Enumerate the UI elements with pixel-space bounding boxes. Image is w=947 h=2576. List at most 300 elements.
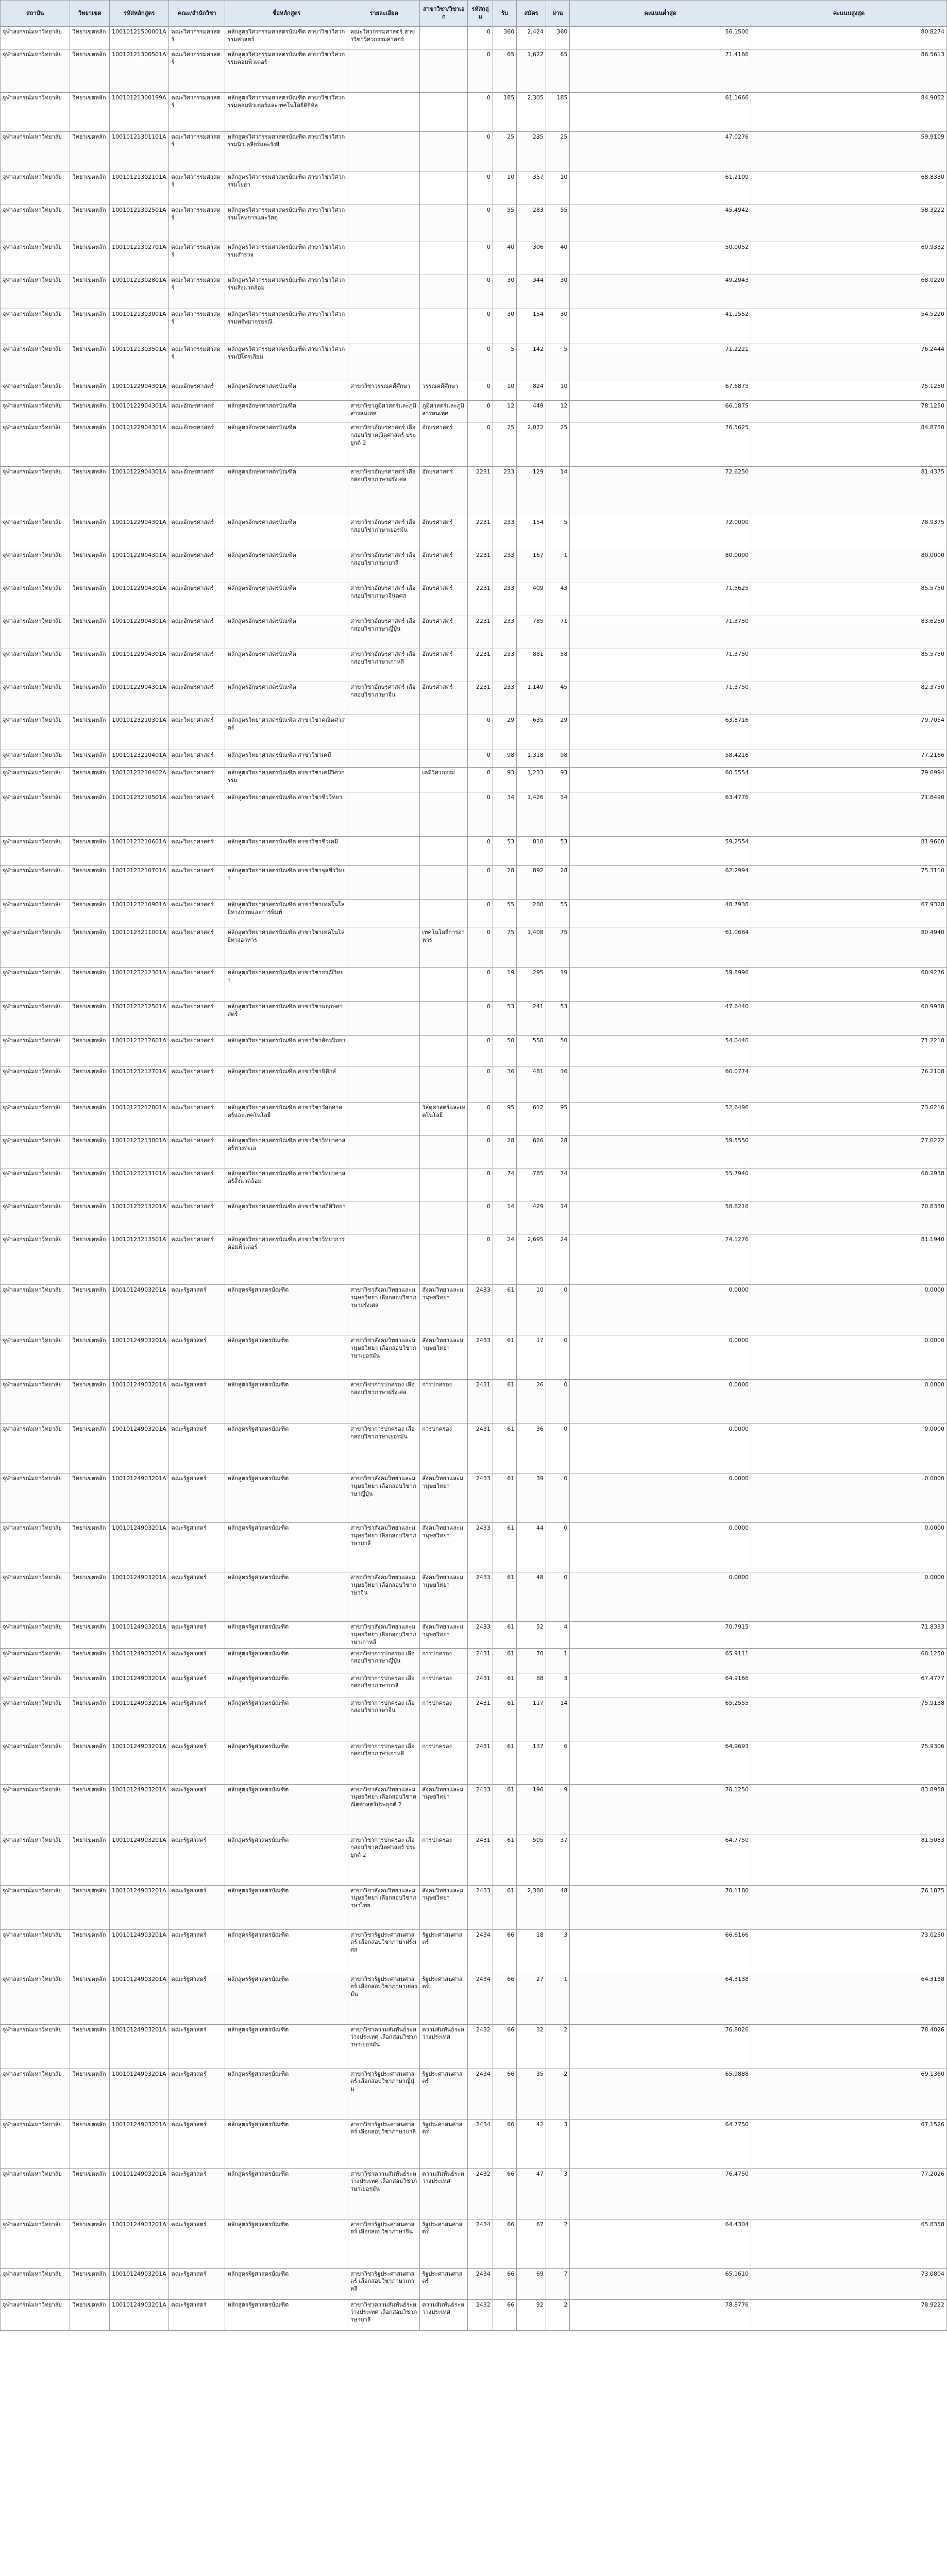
table-cell: วิทยาเขตหลัก (70, 550, 110, 583)
table-row (1, 715, 947, 750)
table-cell: 0 (468, 93, 493, 132)
table-cell: 10010124903201A (110, 1673, 169, 1698)
table-cell: 2,424 (517, 27, 546, 49)
table-cell: จุฬาลงกรณ์มหาวิทยาลัย (1, 968, 70, 1002)
table-cell: เคมีวิศวกรรม (420, 768, 468, 792)
table-cell: จุฬาลงกรณ์มหาวิทยาลัย (1, 1473, 70, 1523)
table-cell: หลักสูตรวิทยาศาสตรบัณฑิต สาขาวิชาวิทยาศาสตร์ทางทะเล (225, 1136, 348, 1168)
table-cell: คณะรัฐศาสตร์ (169, 1424, 225, 1473)
table-cell: สาขาวิชาอักษรศาสตร์ เลือกสอบวิชาภาษาเกาหลี (348, 649, 419, 682)
table-cell: 0 (468, 1103, 493, 1136)
table-cell: หลักสูตรรัฐศาสตรบัณฑิต (225, 1424, 348, 1473)
table-row (1, 1234, 947, 1285)
table-cell: หลักสูตรวิศวกรรมศาสตรบัณฑิต สาขาวิชาวิศวกรรมนิวเคลียร์และรังสี (225, 132, 348, 172)
column-header: วิทยาเขต (70, 1, 110, 27)
table-cell: หลักสูตรวิศวกรรมศาสตรบัณฑิต สาขาวิชาวิศวกรรมโลหการและวัสดุ (225, 205, 348, 242)
table-cell: 10010124903201A (110, 1974, 169, 2024)
table-cell: 12 (493, 401, 516, 422)
table-cell: 0.0000 (751, 1523, 946, 1572)
table-cell: สาขาวิชาสังคมวิทยาและมานุษยวิทยา เลือกสอบวิชาภาษาจีน (348, 1572, 419, 1622)
table-cell: สาขาวิชาสังคมวิทยาและมานุษยวิทยา เลือกสอบวิชาภาษาเกาหลี (348, 1622, 419, 1649)
table-cell: คณะวิทยาศาสตร์ (169, 837, 225, 866)
table-cell (420, 792, 468, 837)
table-cell: คณะวิทยาศาสตร์ (169, 1036, 225, 1066)
table-cell: 10010123210901A (110, 900, 169, 927)
table-cell: วิทยาเขตหลัก (70, 1741, 110, 1784)
table-cell: 2431 (468, 1424, 493, 1473)
table-cell: หลักสูตรอักษรศาสตรบัณฑิต (225, 422, 348, 467)
table-cell: คณะรัฐศาสตร์ (169, 2168, 225, 2219)
table-cell: 10 (493, 381, 516, 401)
table-cell: สาขาวิชาอักษรศาสตร์ เลือกสอบวิชาภาษาจีน (348, 682, 419, 715)
table-cell: ความสัมพันธ์ระหว่างประเทศ (420, 2024, 468, 2069)
table-cell: จุฬาลงกรณ์มหาวิทยาลัย (1, 205, 70, 242)
table-cell: วิทยาเขตหลัก (70, 1835, 110, 1885)
table-cell: 0.0000 (570, 1335, 751, 1380)
table-cell: 0 (546, 1380, 569, 1424)
table-cell: 10010124903201A (110, 1929, 169, 1974)
table-row (1, 27, 947, 49)
table-cell: จุฬาลงกรณ์มหาวิทยาลัย (1, 2268, 70, 2299)
table-cell: สาขาวิชาความสัมพันธ์ระหว่างประเทศ เลือกสอบวิชาภาษาบาลี (348, 2299, 419, 2330)
table-cell: คณะวิศวกรรมศาสตร์ (169, 49, 225, 93)
table-cell: 18 (517, 1929, 546, 1974)
table-cell: 25 (493, 132, 516, 172)
table-cell: 196 (517, 1784, 546, 1835)
table-cell: 70.8330 (751, 1201, 946, 1234)
table-cell: 67.1526 (751, 2119, 946, 2168)
table-cell: หลักสูตรรัฐศาสตรบัณฑิต (225, 1698, 348, 1741)
table-cell: 1 (546, 1648, 569, 1673)
table-cell: 2433 (468, 1784, 493, 1835)
table-cell: คณะอักษรศาสตร์ (169, 682, 225, 715)
table-body (1, 27, 947, 2331)
table-cell: สาขาวิชารัฐประศาสนศาสตร์ เลือกสอบวิชาภาษาเยอรมัน (348, 1974, 419, 2024)
table-cell: 78.8776 (570, 2299, 751, 2330)
table-cell: 53 (546, 1002, 569, 1036)
table-cell: หลักสูตรวิทยาศาสตรบัณฑิต สาขาวิชาคณิตศาสตร์ (225, 715, 348, 750)
table-row (1, 616, 947, 649)
table-cell: 10010122904301A (110, 381, 169, 401)
table-cell: 98 (546, 750, 569, 768)
table-cell: 2,072 (517, 422, 546, 467)
table-cell (348, 866, 419, 900)
table-cell: สาขาวิชาความสัมพันธ์ระหว่างประเทศ เลือกสอบวิชาภาษาเยอรมัน (348, 2024, 419, 2069)
table-cell: หลักสูตรรัฐศาสตรบัณฑิต (225, 1285, 348, 1335)
table-cell: 4 (546, 1622, 569, 1649)
table-cell: จุฬาลงกรณ์มหาวิทยาลัย (1, 900, 70, 927)
table-cell: 0 (468, 792, 493, 837)
table-cell: คณะอักษรศาสตร์ (169, 649, 225, 682)
table-cell: 10010124903201A (110, 2024, 169, 2069)
table-cell: 2231 (468, 682, 493, 715)
table-cell: 59.5550 (570, 1136, 751, 1168)
table-cell: วิทยาเขตหลัก (70, 1622, 110, 1649)
table-cell: หลักสูตรวิทยาศาสตรบัณฑิต สาขาวิชาเคมีวิศวกรรม (225, 768, 348, 792)
table-cell: สาขาวิชาอักษรศาสตร์ เลือกสอบวิชาภาษาเยอรมัน (348, 517, 419, 550)
table-cell: คณะวิทยาศาสตร์ (169, 1201, 225, 1234)
table-cell: 0 (468, 381, 493, 401)
table-cell: สาขาวิชาการปกครอง เลือกสอบวิชาภาษาเยอรมัน (348, 1424, 419, 1473)
table-cell: 824 (517, 381, 546, 401)
table-cell: 74.1276 (570, 1234, 751, 1285)
table-cell: 86.5613 (751, 49, 946, 93)
table-cell: 61 (493, 1885, 516, 1929)
table-cell: 61 (493, 1380, 516, 1424)
table-cell: 66 (493, 2299, 516, 2330)
table-cell: 10010121303001A (110, 309, 169, 344)
table-cell: 81.1940 (751, 1234, 946, 1285)
table-cell: 28 (493, 1136, 516, 1168)
table-cell: 0 (468, 1201, 493, 1234)
table-cell: 10010124903201A (110, 1572, 169, 1622)
table-cell: 68.9276 (751, 968, 946, 1002)
table-cell: หลักสูตรรัฐศาสตรบัณฑิต (225, 1523, 348, 1572)
table-cell: วิทยาเขตหลัก (70, 768, 110, 792)
table-cell: 2434 (468, 1929, 493, 1974)
table-cell: 68.0220 (751, 275, 946, 309)
table-cell (420, 27, 468, 49)
table-row (1, 750, 947, 768)
table-cell: 52.6496 (570, 1103, 751, 1136)
table-cell: 0 (468, 927, 493, 968)
table-cell: 42 (517, 2119, 546, 2168)
table-cell: คณะรัฐศาสตร์ (169, 1335, 225, 1380)
table-cell: 10010122904301A (110, 682, 169, 715)
table-cell: 0 (468, 205, 493, 242)
table-cell: 306 (517, 242, 546, 275)
table-cell: หลักสูตรรัฐศาสตรบัณฑิต (225, 1572, 348, 1622)
table-cell: 71.8490 (751, 792, 946, 837)
table-cell: 360 (493, 27, 516, 49)
table-cell: 61.1666 (570, 93, 751, 132)
table-cell: จุฬาลงกรณ์มหาวิทยาลัย (1, 2069, 70, 2119)
table-cell: 67.9328 (751, 900, 946, 927)
table-cell: หลักสูตรรัฐศาสตรบัณฑิต (225, 1974, 348, 2024)
table-cell: คณะอักษรศาสตร์ (169, 381, 225, 401)
table-cell: จุฬาลงกรณ์มหาวิทยาลัย (1, 1234, 70, 1285)
table-cell: 7 (546, 2268, 569, 2299)
table-cell: จุฬาลงกรณ์มหาวิทยาลัย (1, 1929, 70, 1974)
table-cell: จุฬาลงกรณ์มหาวิทยาลัย (1, 344, 70, 381)
table-cell: 0.0000 (570, 1473, 751, 1523)
table-cell: 64.9166 (570, 1673, 751, 1698)
table-row (1, 93, 947, 132)
table-cell: วิทยาเขตหลัก (70, 1036, 110, 1066)
table-cell: รัฐประศาสนศาสตร์ (420, 2219, 468, 2268)
table-cell: 77.2166 (751, 750, 946, 768)
table-cell: สาขาวิชาการปกครอง เลือกสอบวิชาภาษาฝรั่งเศส (348, 1380, 419, 1424)
table-cell: จุฬาลงกรณ์มหาวิทยาลัย (1, 2024, 70, 2069)
table-cell: หลักสูตรวิศวกรรมศาสตรบัณฑิต สาขาวิชาวิศวกรรมคอมพิวเตอร์ (225, 49, 348, 93)
table-cell: เทคโนโลยีการอาหาร (420, 927, 468, 968)
table-cell: คณะวิศวกรรมศาสตร์ (169, 132, 225, 172)
table-cell: 83.8958 (751, 1784, 946, 1835)
table-cell: จุฬาลงกรณ์มหาวิทยาลัย (1, 1974, 70, 2024)
table-cell: คณะรัฐศาสตร์ (169, 1741, 225, 1784)
table-cell: 137 (517, 1741, 546, 1784)
table-cell: วิทยาเขตหลัก (70, 750, 110, 768)
table-cell: 10010124903201A (110, 1285, 169, 1335)
table-cell: 0 (546, 1424, 569, 1473)
table-row (1, 172, 947, 205)
table-cell: สังคมวิทยาและมานุษยวิทยา (420, 1335, 468, 1380)
table-cell: 79.6994 (751, 768, 946, 792)
table-cell: 0 (468, 1168, 493, 1201)
table-cell: วิทยาเขตหลัก (70, 1335, 110, 1380)
table-cell: หลักสูตรอักษรศาสตรบัณฑิต (225, 467, 348, 517)
table-cell: 56.1500 (570, 27, 751, 49)
table-cell: 2433 (468, 1622, 493, 1649)
table-cell: 10 (493, 172, 516, 205)
table-cell: 10010123212601A (110, 1036, 169, 1066)
table-cell: จุฬาลงกรณ์มหาวิทยาลัย (1, 1648, 70, 1673)
table-cell: คณะวิทยาศาสตร์ (169, 750, 225, 768)
table-cell: 3 (546, 1673, 569, 1698)
table-cell: 17 (517, 1335, 546, 1380)
table-cell: 54.5220 (751, 309, 946, 344)
table-cell: 10010122904301A (110, 422, 169, 467)
table-cell: วิทยาเขตหลัก (70, 649, 110, 682)
table-cell: 67 (517, 2219, 546, 2268)
table-cell: 5 (546, 517, 569, 550)
table-cell: 75.3110 (751, 866, 946, 900)
table-cell: 60.9938 (751, 1002, 946, 1036)
table-cell: 71.3750 (570, 616, 751, 649)
table-cell: 48 (546, 1885, 569, 1929)
table-cell: 2433 (468, 1572, 493, 1622)
table-cell: จุฬาลงกรณ์มหาวิทยาลัย (1, 837, 70, 866)
table-cell: 48.7938 (570, 900, 751, 927)
table-cell: 10010123212801A (110, 1103, 169, 1136)
table-cell: วิทยาเขตหลัก (70, 381, 110, 401)
table-cell: 0 (468, 132, 493, 172)
table-cell: 1,149 (517, 682, 546, 715)
table-cell: คณะรัฐศาสตร์ (169, 1885, 225, 1929)
table-cell: วิทยาเขตหลัก (70, 517, 110, 550)
table-cell: 233 (493, 550, 516, 583)
table-row (1, 1835, 947, 1885)
table-cell: 50 (493, 1036, 516, 1066)
table-cell: 72.0000 (570, 517, 751, 550)
table-cell: 14 (546, 1201, 569, 1234)
table-cell: 10010123211001A (110, 927, 169, 968)
table-cell: หลักสูตรรัฐศาสตรบัณฑิต (225, 1335, 348, 1380)
table-row (1, 2168, 947, 2219)
table-cell: 635 (517, 715, 546, 750)
table-cell: 68.2938 (751, 1168, 946, 1201)
table-cell: 785 (517, 616, 546, 649)
table-cell: คณะรัฐศาสตร์ (169, 1784, 225, 1835)
table-cell: คณะวิทยาศาสตร์ (169, 1103, 225, 1136)
table-cell: 66 (493, 2069, 516, 2119)
table-row (1, 2024, 947, 2069)
table-cell: วิทยาเขตหลัก (70, 1929, 110, 1974)
table-cell: รัฐประศาสนศาสตร์ (420, 1929, 468, 1974)
table-cell: 0 (468, 309, 493, 344)
table-row (1, 401, 947, 422)
column-header: รหัสกลุ่ม (468, 1, 493, 27)
table-cell: จุฬาลงกรณ์มหาวิทยาลัย (1, 1835, 70, 1885)
table-cell: 24 (493, 1234, 516, 1285)
table-cell: 10010122904301A (110, 517, 169, 550)
table-cell: 2,380 (517, 1885, 546, 1929)
table-cell: 0 (468, 344, 493, 381)
table-cell: หลักสูตรอักษรศาสตรบัณฑิต (225, 682, 348, 715)
table-cell: หลักสูตรรัฐศาสตรบัณฑิต (225, 1473, 348, 1523)
table-cell: คณะวิทยาศาสตร์ (169, 968, 225, 1002)
table-cell: 1 (546, 1974, 569, 2024)
table-cell: วิทยาเขตหลัก (70, 1648, 110, 1673)
column-header: รับ (493, 1, 516, 27)
table-cell: 53 (546, 837, 569, 866)
table-cell (348, 344, 419, 381)
table-cell: 61 (493, 1698, 516, 1741)
table-cell: จุฬาลงกรณ์มหาวิทยาลัย (1, 172, 70, 205)
table-cell (420, 309, 468, 344)
table-cell (348, 275, 419, 309)
table-cell: ภูมิศาสตร์และภูมิสารสนเทศ (420, 401, 468, 422)
table-cell: วิทยาเขตหลัก (70, 1136, 110, 1168)
table-row (1, 927, 947, 968)
table-row (1, 583, 947, 616)
table-cell (348, 1168, 419, 1201)
table-cell: สาขาวิชาสังคมวิทยาและมานุษยวิทยา เลือกสอบวิชาภาษาไทย (348, 1885, 419, 1929)
table-cell: สาขาวิชาสังคมวิทยาและมานุษยวิทยา เลือกสอบวิชาภาษาบาลี (348, 1523, 419, 1572)
table-cell: 34 (546, 792, 569, 837)
table-cell: 14 (493, 1201, 516, 1234)
table-cell (420, 837, 468, 866)
table-cell: คณะวิทยาศาสตร์ (169, 1234, 225, 1285)
table-cell: สาขาวิชาอักษรศาสตร์ เลือกสอบวิชาคณิตศาสตร์ ประยุกต์ 2 (348, 422, 419, 467)
table-cell (348, 1103, 419, 1136)
table-row (1, 1285, 947, 1335)
table-cell: 81.9660 (751, 837, 946, 866)
table-cell: จุฬาลงกรณ์มหาวิทยาลัย (1, 1103, 70, 1136)
table-cell: 25 (493, 422, 516, 467)
table-cell (420, 1168, 468, 1201)
table-cell: สาขาวิชารัฐประศาสนศาสตร์ เลือกสอบวิชาภาษาจีน (348, 2219, 419, 2268)
table-cell: 59.8996 (570, 968, 751, 1002)
table-cell (420, 172, 468, 205)
table-cell: 2434 (468, 2268, 493, 2299)
table-row (1, 550, 947, 583)
table-cell (420, 205, 468, 242)
table-cell: จุฬาลงกรณ์มหาวิทยาลัย (1, 1424, 70, 1473)
table-row (1, 1103, 947, 1136)
table-cell: สาขาวิชาการปกครอง เลือกสอบวิชาภาษาบาลี (348, 1673, 419, 1698)
table-cell: 64.4304 (570, 2219, 751, 2268)
table-cell: 10010124903201A (110, 2268, 169, 2299)
table-cell: 41.1552 (570, 309, 751, 344)
table-cell: 881 (517, 649, 546, 682)
table-cell: 0.0000 (751, 1380, 946, 1424)
table-cell: 58.3222 (751, 205, 946, 242)
table-cell: อักษรศาสตร์ (420, 616, 468, 649)
table-cell: จุฬาลงกรณ์มหาวิทยาลัย (1, 1698, 70, 1741)
table-cell (348, 968, 419, 1002)
table-cell: สาขาวิชารัฐประศาสนศาสตร์ เลือกสอบวิชาภาษาบาลี (348, 2119, 419, 2168)
table-cell: 71.3750 (570, 649, 751, 682)
column-header: คะแนนต่ำสุด (570, 1, 751, 27)
table-cell: 66 (493, 2119, 516, 2168)
table-cell: 0.0000 (570, 1380, 751, 1424)
table-cell: คณะรัฐศาสตร์ (169, 1572, 225, 1622)
table-cell: คณะรัฐศาสตร์ (169, 2299, 225, 2330)
table-cell: 50 (546, 1036, 569, 1066)
table-cell: 70.1180 (570, 1885, 751, 1929)
table-cell: 64.7750 (570, 1835, 751, 1885)
table-cell: 40 (493, 242, 516, 275)
table-cell (348, 715, 419, 750)
table-cell: คณะรัฐศาสตร์ (169, 1380, 225, 1424)
table-cell: วิทยาเขตหลัก (70, 422, 110, 467)
table-cell: 61 (493, 1285, 516, 1335)
table-cell: สังคมวิทยาและมานุษยวิทยา (420, 1784, 468, 1835)
table-cell: 10010121300199A (110, 93, 169, 132)
table-cell: 10010122904301A (110, 583, 169, 616)
table-cell: 65 (546, 49, 569, 93)
table-row (1, 649, 947, 682)
table-cell: จุฬาลงกรณ์มหาวิทยาลัย (1, 2219, 70, 2268)
table-cell: 129 (517, 467, 546, 517)
table-cell: 10 (546, 381, 569, 401)
table-cell: หลักสูตรวิศวกรรมศาสตรบัณฑิต สาขาวิชาวิศวกรรมคอมพิวเตอร์และเทคโนโลยีดิจิทัล (225, 93, 348, 132)
table-cell: 48 (517, 1572, 546, 1622)
table-cell: 10010123212501A (110, 1002, 169, 1036)
table-cell: 0 (468, 1234, 493, 1285)
table-cell: คณะอักษรศาสตร์ (169, 583, 225, 616)
table-cell: วิทยาเขตหลัก (70, 1473, 110, 1523)
table-cell: จุฬาลงกรณ์มหาวิทยาลัย (1, 866, 70, 900)
table-row (1, 132, 947, 172)
table-cell: วิทยาเขตหลัก (70, 1002, 110, 1036)
table-cell: 2231 (468, 467, 493, 517)
table-cell: วิทยาเขตหลัก (70, 132, 110, 172)
table-cell: 10010123213201A (110, 1201, 169, 1234)
table-cell: 233 (493, 682, 516, 715)
table-cell: 71.4166 (570, 49, 751, 93)
table-cell: 0 (546, 1285, 569, 1335)
table-cell: 80.0000 (570, 550, 751, 583)
table-cell: สังคมวิทยาและมานุษยวิทยา (420, 1523, 468, 1572)
table-row (1, 275, 947, 309)
table-cell: 360 (546, 27, 569, 49)
table-cell: 233 (493, 649, 516, 682)
table-cell: หลักสูตรวิทยาศาสตรบัณฑิต สาขาวิชาธรณีวิทยา (225, 968, 348, 1002)
table-cell: 68.8330 (751, 172, 946, 205)
table-cell: 0 (468, 172, 493, 205)
table-cell: 558 (517, 1036, 546, 1066)
table-row (1, 968, 947, 1002)
table-cell: 0 (468, 27, 493, 49)
table-row (1, 1741, 947, 1784)
table-cell: 63.4776 (570, 792, 751, 837)
table-cell: 2433 (468, 1523, 493, 1572)
table-cell: 10010124903201A (110, 1335, 169, 1380)
table-cell (420, 866, 468, 900)
table-cell: 409 (517, 583, 546, 616)
table-cell: 30 (546, 309, 569, 344)
table-cell: 10010124903201A (110, 1741, 169, 1784)
table-cell: 44 (517, 1523, 546, 1572)
table-cell: 2432 (468, 2024, 493, 2069)
table-cell (348, 927, 419, 968)
table-row (1, 1002, 947, 1036)
table-cell: วิทยาเขตหลัก (70, 583, 110, 616)
table-row (1, 1974, 947, 2024)
table-cell: จุฬาลงกรณ์มหาวิทยาลัย (1, 1168, 70, 1201)
